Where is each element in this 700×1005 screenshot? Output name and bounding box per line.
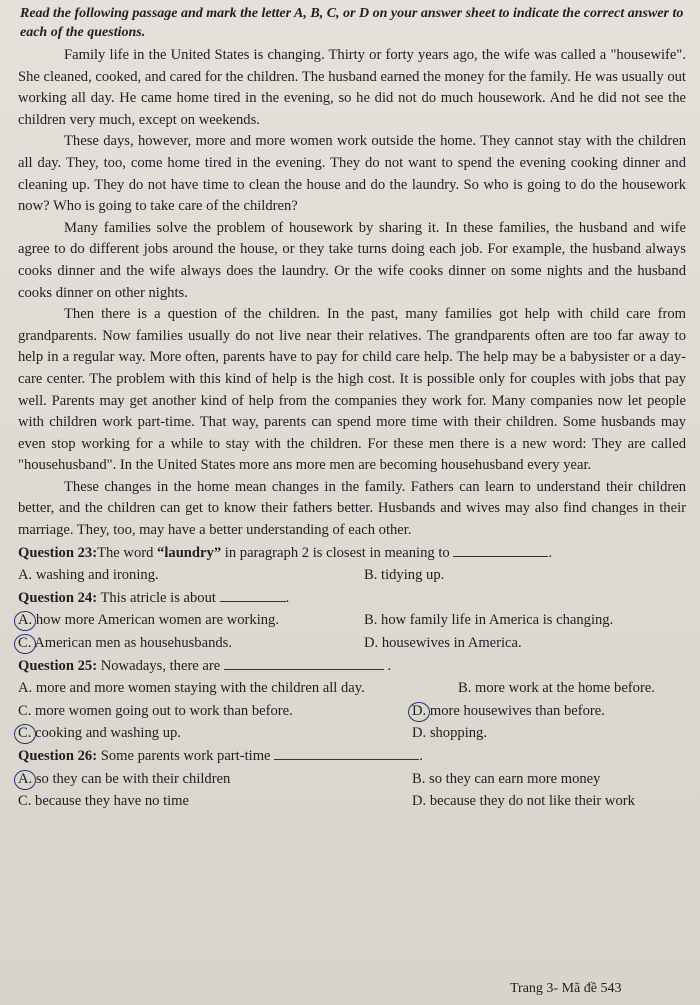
question-stem: Question 25: Nowadays, there are .: [18, 655, 686, 678]
option-c-alt: C. cooking and washing up.: [18, 722, 412, 745]
answer-circle-mark: [14, 634, 36, 654]
question-stem: Question 23:The word “laundry” in paragraph 2 is closest in meaning to .: [18, 542, 686, 565]
option-b: B. more work at the home before.: [458, 680, 655, 697]
passage-paragraph-1: Family life in the United States is changing. Thirty or forty years ago, the wife was called a "housewife". She cleaned, cooked, and cared for the children. The husband earned the money for the family. He was usually out working all day. He came home tired in the evening, so he did not do much housework. And he did not see the children very much, except on weekends.: [18, 47, 686, 128]
option-d-alt: D. shopping.: [412, 725, 487, 742]
passage-paragraph-3: Many families solve the problem of housework by sharing it. In these families, the husband and wife agree to do different jobs around the house, or they take turns doing each job. For example, the husband always cooks dinner and the wife always does the laundry. Or the wife cooks dinner on some nights and the husband cooks dinner on other nights.: [18, 219, 686, 301]
option-a: A. washing and ironing.: [18, 567, 159, 584]
question-23: [18, 542, 686, 587]
option-c: C. because they have no time: [18, 793, 190, 810]
option-b: B. tidying up.: [364, 567, 445, 584]
option-d: D. more housewives than before.: [412, 700, 686, 723]
answer-circle-mark: [14, 724, 36, 744]
option-c: C. American men as househusbands.: [18, 632, 364, 655]
option-a: A. how more American women are working.: [18, 609, 364, 632]
answer-circle-mark: [408, 702, 430, 722]
passage-paragraph-4: Then there is a question of the children. In the past, many families got help with child care from grandparents. Now families usually do not live near their relatives. The grandparents often are too far away to help in a regular way. More often, parents have to pay for child care help. The help may be a babysister or a day-care center. The problem with this kind of help is the high cost. It is possible only for couples with jobs that pay well. Parents may get another kind of help from the companies they work for. Many companies now let people with children work part-time. That way, parents can spend more time with their children. Some husbands may even stop working for a while to stay with the children. For these men there is a new word: They are called "househusband". In the United States more ans more men are becoming househusband every year.: [18, 306, 686, 474]
option-d: D. housewives in America.: [364, 635, 522, 652]
passage-paragraph-2: These days, however, more and more women work outside the home. They cannot stay with the children all day. They, too, come home tired in the evening. They do not want to spend the evening cooking dinner and cleaning up. They do not have time to clean the house and do the laundry. So who is going to do the housework now? Who is going to take care of the children?: [18, 133, 686, 215]
answer-circle-mark: [14, 770, 36, 790]
question-stem: Question 26: Some parents work part-time .: [18, 745, 686, 768]
question-stem: Question 24: This atricle is about .: [18, 587, 686, 610]
option-b: B. so they can earn more money: [412, 770, 601, 787]
instructions: Read the following passage and mark the letter A, B, C, or D on your answer sheet to indicate the correct answer to each of the questions.: [20, 6, 684, 40]
question-25: [18, 655, 686, 745]
question-26: [18, 745, 686, 813]
option-a: A. so they can be with their children: [18, 768, 412, 791]
question-24: [18, 587, 686, 655]
option-a: A. more and more women staying with the children all day.: [18, 680, 365, 697]
option-b: B. how family life in America is changing.: [364, 612, 614, 629]
option-d: D. because they do not like their work: [412, 793, 635, 810]
passage-paragraph-5: These changes in the home mean changes in the family. Fathers can learn to understand their children better, and the children can get to know their fathers better. Husbands and wives may also find changes in their marriage. They, too, may have a better understanding of each other.: [18, 478, 686, 539]
option-c: C. more women going out to work than before.: [18, 702, 293, 719]
answer-circle-mark: [14, 611, 36, 631]
page-footer: Trang 3- Mã đề 543: [510, 981, 622, 996]
